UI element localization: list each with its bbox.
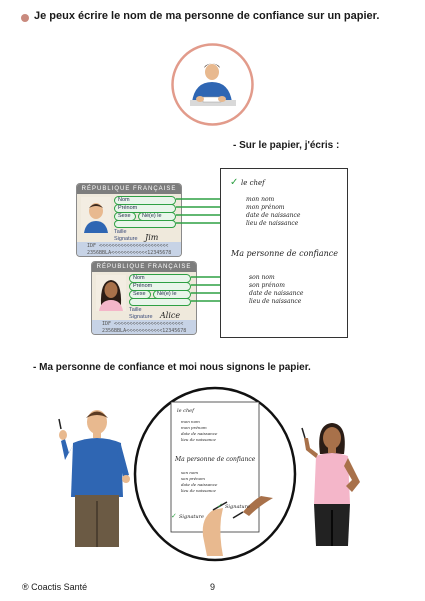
field-signature: Signature <box>129 314 153 320</box>
field-signature: Signature <box>114 236 138 242</box>
mini-check-icon-right: ✓ <box>217 503 223 510</box>
field-ne-le: Né(e) le <box>153 290 191 299</box>
mini-check-icon-left: ✓ <box>171 513 177 520</box>
paper-sheet <box>220 168 348 338</box>
mrz-line-1: IDF <<<<<<<<<<<<<<<<<<<<<<< <box>102 321 184 327</box>
trust-title: Ma personne de confiance <box>231 249 339 258</box>
mini-signature-left: Signature <box>179 514 205 520</box>
footer-copyright: ® Coactis Santé <box>22 582 88 592</box>
check-icon: ✓ <box>230 177 239 188</box>
trust-line-3: date de naissance <box>249 290 304 297</box>
signing-circle-illustration <box>133 386 297 562</box>
me-line-2: mon prénom <box>246 204 285 211</box>
woman-standing-illustration <box>296 420 368 548</box>
field-ne-le: Né(e) le <box>138 212 176 221</box>
field-prenom: Prénom <box>129 282 191 291</box>
field-taille: Taille <box>129 307 142 313</box>
me-line-4: lieu de naissance <box>246 220 299 227</box>
trust-line-2: son prénom <box>249 282 285 289</box>
trust-line-4: lieu de naissance <box>249 298 302 305</box>
man-standing-illustration <box>55 405 135 550</box>
page-number: 9 <box>210 582 216 592</box>
mini-me-line-4: lieu de naissance <box>181 437 216 442</box>
field-nom: Nom <box>114 196 176 205</box>
trust-line-1: son nom <box>249 274 275 281</box>
mini-me-label: le chef <box>177 408 194 414</box>
signature-woman: Alice <box>160 311 181 320</box>
signature-man: Jim <box>145 233 159 242</box>
heading-write-name: Je peux écrire le nom de ma personne de confiance sur un papier. <box>34 10 380 22</box>
me-line-1: mon nom <box>246 196 275 203</box>
mini-trust-line-4: lieu de naissance <box>181 488 216 493</box>
field-taille: Taille <box>114 229 127 235</box>
mrz-line-2: 2356BBLA<<<<<<<<<<<<12345678 <box>102 328 187 334</box>
mini-me-line-2: mon prénom <box>181 425 207 430</box>
me-label: le chef <box>241 179 265 187</box>
field-sexe: Sexe <box>114 212 136 221</box>
mrz-line-1: IDF <<<<<<<<<<<<<<<<<<<<<<< <box>87 243 169 249</box>
field-sexe: Sexe <box>129 290 151 299</box>
id-card-title: RÉPUBLIQUE FRANÇAISE <box>77 184 181 194</box>
mini-trust-line-1: son nom <box>181 470 199 475</box>
field-nom: Nom <box>129 274 191 283</box>
mini-trust-title: Ma personne de confiance <box>175 456 256 463</box>
heading-sign-paper: - Ma personne de confiance et moi nous signons le papier. <box>33 362 311 373</box>
mini-trust-line-3: date de naissance <box>181 482 218 487</box>
mini-me-line-1: mon nom <box>181 419 200 424</box>
mini-trust-line-2: son prénom <box>181 476 205 481</box>
id-card-title: RÉPUBLIQUE FRANÇAISE <box>92 262 196 272</box>
mini-me-line-3: date de naissance <box>181 431 218 436</box>
mrz-line-2: 2356BBLA<<<<<<<<<<<<12345678 <box>87 250 172 256</box>
subheading-on-paper: - Sur le papier, j'écris : <box>233 140 340 151</box>
field-prenom: Prénom <box>114 204 176 213</box>
mini-signature-right: Signature <box>225 504 251 510</box>
me-line-3: date de naissance <box>246 212 301 219</box>
